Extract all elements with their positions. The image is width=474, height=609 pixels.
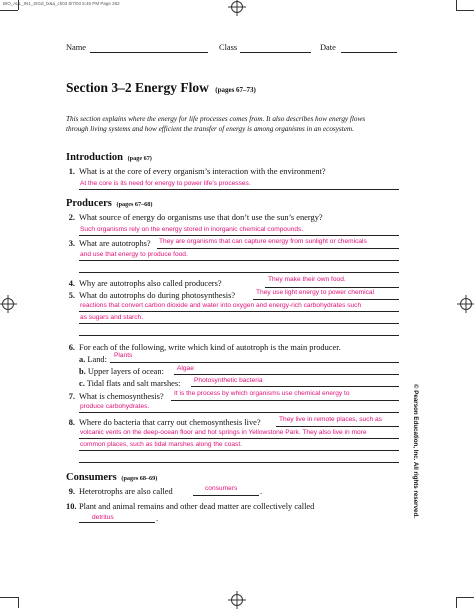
registration-mark-icon (2, 298, 14, 310)
registration-mark-icon (231, 1, 243, 13)
crop-mark (18, 597, 19, 608)
answer-line (265, 287, 399, 288)
registration-mark-icon (231, 594, 243, 606)
answer-line (174, 374, 399, 375)
name-field[interactable] (90, 52, 208, 53)
answer-10[interactable]: detritus (92, 514, 114, 521)
answer-line (79, 412, 399, 413)
answer-9[interactable]: consumers (205, 485, 238, 492)
copyright-notice: © Pearson Education, Inc. All rights reserved. (412, 384, 419, 518)
answer-6b[interactable]: Algae (177, 365, 194, 372)
question-9: 9. Heterotrophs are also called (68, 487, 173, 496)
date-field[interactable] (341, 52, 397, 53)
q6-item-a: a. Land: (79, 355, 107, 364)
date-label: Date (320, 43, 336, 52)
answer-7a[interactable]: It is the process by which organisms use chemical energy to (174, 390, 350, 397)
answer-line (171, 400, 399, 401)
answer-5c[interactable]: as sugars and starch. (80, 314, 144, 321)
question-5: 5. What do autotrophs do during photosynthesis? (68, 291, 236, 300)
answer-line (79, 311, 399, 312)
period: . (260, 487, 263, 496)
answer-line (276, 426, 399, 427)
question-4: 4. Why are autotrophs also called producers? (68, 279, 222, 288)
answer-line (79, 189, 399, 190)
registration-mark-icon (460, 298, 472, 310)
answer-5b[interactable]: reactions that convert carbon dioxide and water into oxygen and energy-rich carbohydrates such (80, 302, 362, 309)
answer-line (79, 323, 399, 324)
section-title-text: Section 3–2 Energy Flow (66, 80, 209, 95)
answer-line (79, 438, 399, 439)
question-8: 8. Where do bacteria that carry out chemosynthesis live? (68, 418, 261, 427)
answer-8a[interactable]: They live in remote places, such as (279, 416, 382, 423)
subhead-consumers: Consumers (pages 68–69) (66, 472, 158, 483)
answer-3a[interactable]: They are organisms that can capture energy from sunlight or chemicals (159, 238, 367, 245)
answer-7b[interactable]: produce carbohydrates. (80, 403, 150, 410)
question-1: 1. What is at the core of every organism’s interaction with the environment? (68, 167, 326, 176)
question-3: 3. What are autotrophs? (68, 239, 151, 248)
answer-line (193, 495, 259, 496)
crop-mark (456, 597, 457, 608)
answer-line (79, 462, 399, 463)
subhead-introduction: Introduction (page 67) (66, 152, 152, 163)
answer-line (79, 450, 399, 451)
answer-5a[interactable]: They use light energy to power chemical (256, 289, 375, 296)
question-7: 7. What is chemosynthesis? (68, 392, 164, 401)
question-6: 6. For each of the following, write which kind of autotroph is the main producer. (68, 343, 341, 352)
answer-line (79, 522, 155, 523)
answer-line (110, 362, 399, 363)
question-10: 10. Plant and animal remains and other dead matter are collectively called (66, 502, 315, 511)
crop-mark (456, 0, 457, 10)
answer-line (79, 272, 399, 273)
crop-mark (0, 597, 18, 598)
section-pages: (pages 67–73) (215, 86, 256, 94)
answer-line (79, 335, 399, 336)
answer-8b[interactable]: volcanic vents on the deep-ocean floor and hot springs in Yellowstone Park. They also live in more (80, 429, 367, 436)
crop-mark (456, 597, 474, 598)
name-label: Name (66, 43, 86, 52)
class-label: Class (219, 43, 238, 52)
answer-line (79, 260, 399, 261)
answer-line (253, 299, 399, 300)
answer-6c[interactable]: Photosynthetic bacteria (194, 377, 263, 384)
answer-3b[interactable]: and use that energy to produce food. (80, 251, 188, 258)
section-intro: This section explains where the energy for life processes comes from. It also describes how energy flows through living systems and how efficient the transfer of energy is among organisms in an ecosystem. (66, 115, 366, 133)
answer-8c[interactable]: common places, such as tidal marshes along the coast. (80, 441, 242, 448)
period: . (156, 514, 159, 523)
answer-6a[interactable]: Plants (114, 352, 133, 359)
crop-mark (456, 10, 474, 11)
subhead-producers: Producers (pages 67–68) (66, 198, 153, 209)
q6-item-c: c. Tidal flats and salt marshes: (79, 379, 181, 388)
answer-4[interactable]: They make their own food. (268, 276, 346, 283)
answer-1[interactable]: At the core is its need for energy to power life’s processes. (80, 180, 251, 187)
crop-mark (0, 10, 18, 11)
question-2: 2. What source of energy do organisms use that don’t use the sun’s energy? (68, 213, 323, 222)
answer-line (79, 235, 399, 236)
print-header: BIO_ALL_IN1_StGd_tx&a_ch03 8/7/03 5:45 PM Page 262 (3, 1, 120, 6)
class-field[interactable] (240, 52, 311, 53)
answer-line (191, 386, 399, 387)
answer-2[interactable]: Such organisms rely on the energy stored in inorganic chemical compounds. (80, 226, 304, 233)
section-title (66, 80, 256, 96)
answer-line (157, 248, 399, 249)
q6-item-b: b. Upper layers of ocean: (79, 367, 164, 376)
